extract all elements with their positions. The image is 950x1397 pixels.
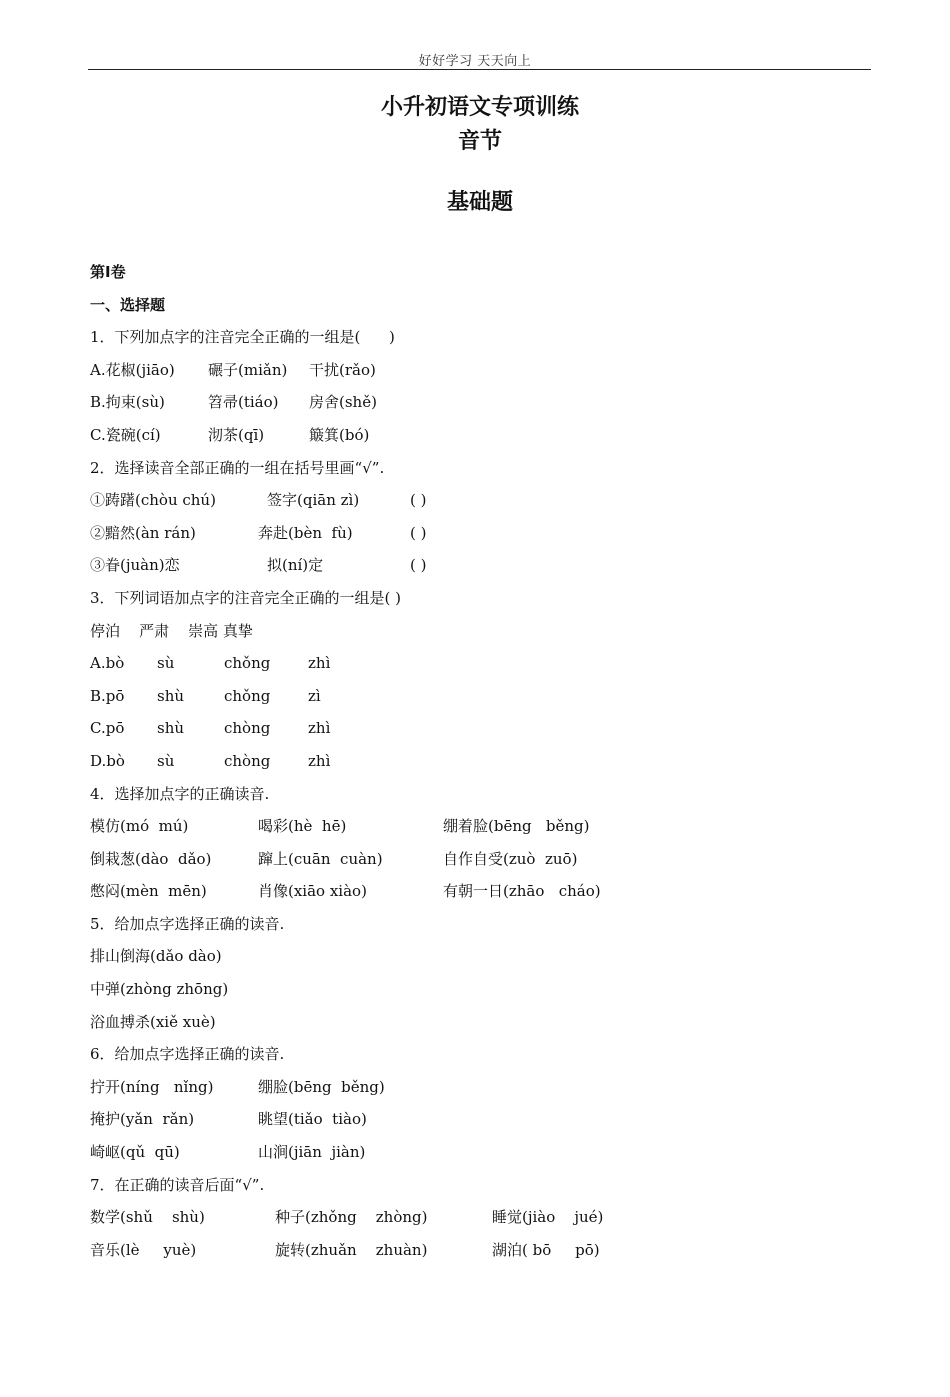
row-item: 签字(qiān zì) xyxy=(267,491,360,510)
row-item: 山涧(jiān jiàn) xyxy=(258,1143,366,1162)
row-item: 数学(shǔ shù) xyxy=(90,1208,205,1227)
option-item: shù xyxy=(157,719,185,738)
option-item: B.pō xyxy=(90,686,125,705)
q3-option-c xyxy=(90,712,890,745)
row-item: 绷脸(bēng běng) xyxy=(258,1077,385,1096)
doc-subtitle: 音节 xyxy=(457,129,502,154)
q3-words: 停泊 严肃 崇高 真挚 xyxy=(90,621,253,640)
row-item: 模仿(mó mú) xyxy=(90,817,189,836)
option-item: 房舍(shě) xyxy=(309,393,377,412)
option-item: sù xyxy=(157,654,175,673)
option-item: 沏茶(qī) xyxy=(208,425,265,444)
option-item: C.瓷碗(cí) xyxy=(90,425,161,444)
row-item: 蹿上(cuān cuàn) xyxy=(258,849,383,868)
q4-row-1 xyxy=(90,810,890,843)
option-item: zhì xyxy=(308,719,331,738)
q3-option-b xyxy=(90,680,890,713)
option-item: 簸箕(bó) xyxy=(309,425,370,444)
option-item: 笤帚(tiáo) xyxy=(208,393,279,412)
row-item: 睡觉(jiào jué) xyxy=(492,1208,604,1227)
q7-row-1 xyxy=(90,1201,890,1234)
q2-row-1 xyxy=(90,484,890,517)
option-item: 碾子(miǎn) xyxy=(208,360,288,379)
row-item: 喝彩(hè hē) xyxy=(258,817,347,836)
option-item: shù xyxy=(157,686,185,705)
option-item: D.bò xyxy=(90,751,125,770)
row-item: 掩护(yǎn rǎn) xyxy=(90,1110,195,1129)
option-item: sù xyxy=(157,751,175,770)
row-item: 有朝一日(zhāo cháo) xyxy=(443,882,601,901)
row-item: ①踌躇(chòu chú) xyxy=(90,491,216,510)
q6-row-2 xyxy=(90,1103,890,1136)
row-item: 种子(zhǒng zhòng) xyxy=(275,1208,428,1227)
q4-row-2 xyxy=(90,843,890,876)
page-header: 好好学习 天天向上 xyxy=(418,54,532,69)
option-item: zì xyxy=(308,686,321,705)
row-item: 肖像(xiāo xiào) xyxy=(258,882,367,901)
q7-stem: 7．在正确的读音后面“√”. xyxy=(90,1175,265,1194)
row-item: ③眷(juàn)恋 xyxy=(90,556,180,575)
row-item: 音乐(lè yuè) xyxy=(90,1240,197,1259)
option-item: C.pō xyxy=(90,719,125,738)
header-divider xyxy=(88,69,871,70)
q1-option-c xyxy=(90,419,890,452)
section-heading: 一、选择题 xyxy=(90,295,166,314)
option-item: chǒng xyxy=(224,654,271,673)
q1-option-a xyxy=(90,354,890,387)
option-item: 干扰(rǎo) xyxy=(309,360,376,379)
option-item: B.拘束(sù) xyxy=(90,393,165,412)
option-item: chòng xyxy=(224,751,271,770)
row-item: 湖泊( bō pō) xyxy=(492,1240,600,1259)
option-item: A.bò xyxy=(90,654,125,673)
row-item: 拧开(níng nǐng) xyxy=(90,1077,214,1096)
q5-row-3: 浴血搏杀(xiě xuè) xyxy=(90,1012,216,1031)
row-item: 倒栽葱(dào dǎo) xyxy=(90,849,212,868)
option-item: zhì xyxy=(308,751,331,770)
q4-row-3 xyxy=(90,875,890,908)
doc-title: 小升初语文专项训练 xyxy=(380,95,579,120)
q4-stem: 4．选择加点字的正确读音. xyxy=(90,784,270,803)
question-body xyxy=(90,256,890,1266)
answer-bracket: ( ) xyxy=(410,491,427,510)
volume-label: 第Ⅰ卷 xyxy=(90,263,126,281)
q7-row-2 xyxy=(90,1234,890,1267)
q6-row-3 xyxy=(90,1136,890,1169)
option-item: A.花椒(jiāo) xyxy=(90,360,175,379)
option-item: chòng xyxy=(224,719,271,738)
row-item: 拟(ní)定 xyxy=(267,556,324,575)
q2-stem: 2．选择读音全部正确的一组在括号里画“√”. xyxy=(90,458,385,477)
q6-stem: 6．给加点字选择正确的读音. xyxy=(90,1045,285,1064)
q5-row-1: 排山倒海(dǎo dào) xyxy=(90,947,222,966)
row-item: 憋闷(mèn mēn) xyxy=(90,882,207,901)
row-item: 崎岖(qǔ qū) xyxy=(90,1143,180,1162)
answer-bracket: ( ) xyxy=(410,523,427,542)
difficulty-title: 基础题 xyxy=(446,190,513,215)
q2-row-2 xyxy=(90,517,890,550)
q6-row-1 xyxy=(90,1071,890,1104)
option-item: zhì xyxy=(308,654,331,673)
q3-option-d xyxy=(90,745,890,778)
q3-option-a xyxy=(90,647,890,680)
row-item: 旋转(zhuǎn zhuàn) xyxy=(275,1240,428,1259)
q1-stem: 1．下列加点字的注音完全正确的一组是( ) xyxy=(90,328,395,347)
row-item: ②黯然(àn rán) xyxy=(90,523,196,542)
row-item: 自作自受(zuò zuō) xyxy=(443,849,578,868)
q5-row-2: 中弹(zhòng zhōng) xyxy=(90,980,229,999)
q5-stem: 5．给加点字选择正确的读音. xyxy=(90,914,285,933)
q3-stem: 3．下列词语加点字的注音完全正确的一组是( ) xyxy=(90,588,402,607)
q1-option-b xyxy=(90,386,890,419)
q2-row-3 xyxy=(90,549,890,582)
row-item: 眺望(tiǎo tiào) xyxy=(258,1110,367,1129)
row-item: 奔赴(bèn fù) xyxy=(258,523,353,542)
answer-bracket: ( ) xyxy=(410,556,427,575)
option-item: chǒng xyxy=(224,686,271,705)
row-item: 绷着脸(bēng běng) xyxy=(443,817,590,836)
